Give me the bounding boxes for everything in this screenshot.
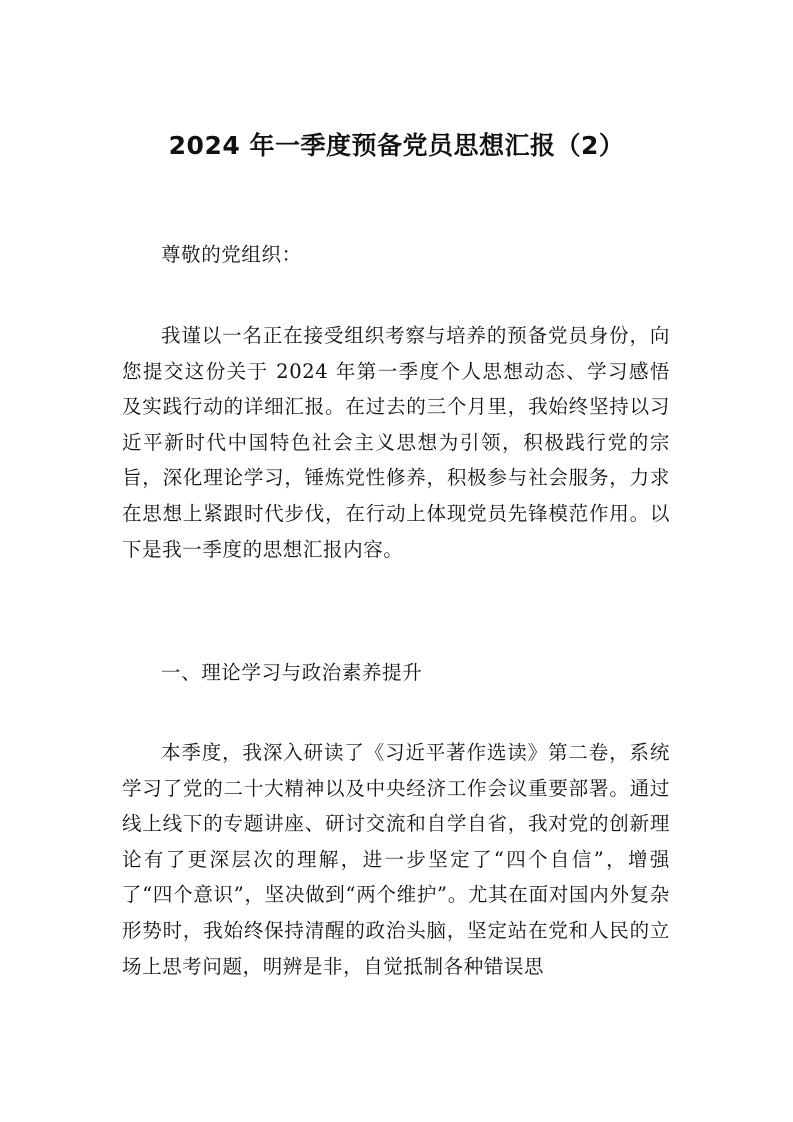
paragraph-intro: 我谨以一名正在接受组织考察与培养的预备党员身份，向您提交这份关于 2024 年第一季度个人思想动态、学习感悟及实践行动的详细汇报。在过去的三个月里，我始终坚持以习近平新时代中国特色社会主义思想为引领，积极践行党的宗旨，深化理论学习，锤炼党性修养，积极参与社会服务，力求在思想上紧跟时代步伐，在行动上体现党员先锋模范作用。以下是我一季度的思想汇报内容。 (122, 324, 670, 561)
section-heading-1: 一、理论学习与政治素养提升 (161, 661, 423, 684)
salutation: 尊敬的党组织： (161, 243, 302, 266)
paragraph-theory-study: 本季度，我深入研读了《习近平著作选读》第二卷，系统学习了党的二十大精神以及中央经济工作会议重要部署。通过线上线下的专题讲座、研讨交流和自学自省，我对党的创新理论有了更深层次的理解，进一步坚定了“四个自信”，增强了“四个意识”，坚决做到“两个维护”。尤其在面对国内外复杂形势时，我始终保持清醒的政治头脑，坚定站在党和人民的立场上思考问题，明辨是非，自觉抵制各种错误思 (122, 741, 670, 978)
document-title: 2024 年一季度预备党员思想汇报（2） (168, 131, 625, 160)
